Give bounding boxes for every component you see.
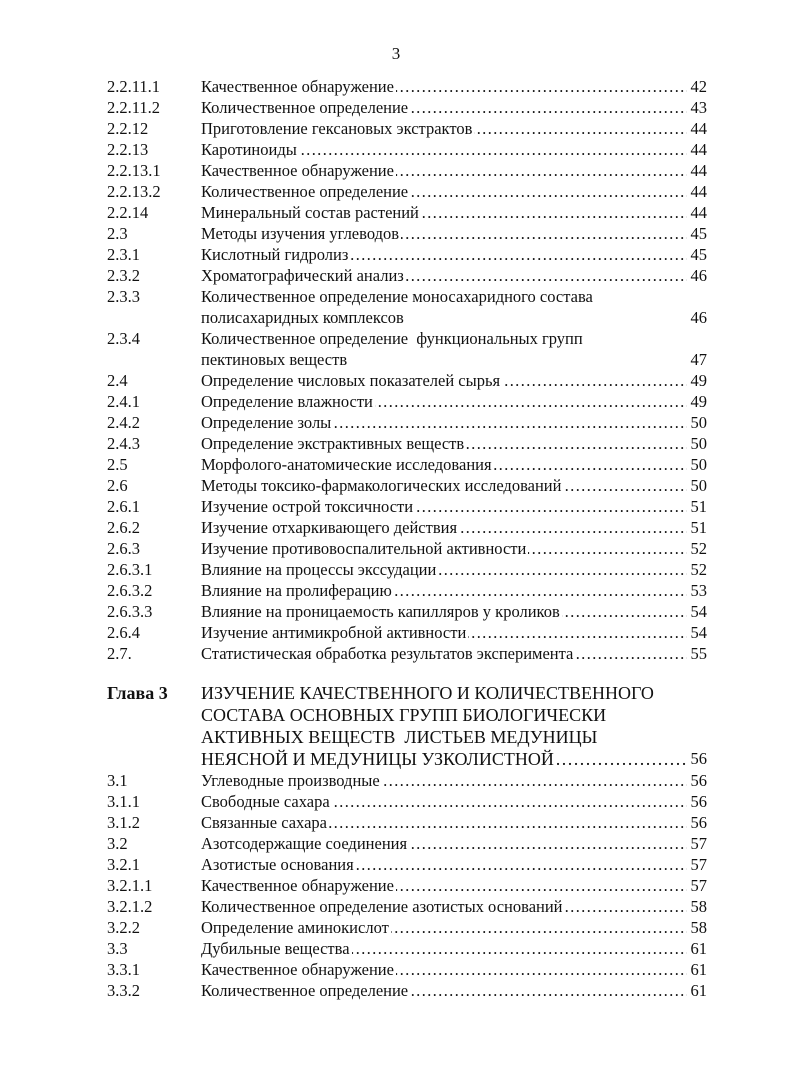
toc-entry-title: Углеводные производные <box>201 771 380 790</box>
toc-entry-page: 57 <box>690 855 707 874</box>
toc-entry-number: 2.6.1 <box>107 497 140 516</box>
toc-entry-title: Влияние на процессы экссудации <box>201 560 437 579</box>
toc-entry <box>107 370 707 391</box>
toc-entry <box>107 833 707 854</box>
toc-entry-title: Азотистые основания <box>201 855 354 874</box>
toc-entry-number: 2.2.14 <box>107 203 149 222</box>
toc-entry-title: Изучение противовоспалительной активности <box>201 539 527 558</box>
toc-entry-page: 44 <box>690 119 707 138</box>
toc-entry <box>107 223 707 244</box>
toc-entry-number: 2.6 <box>107 476 128 495</box>
toc-entry-page: 44 <box>690 182 707 201</box>
toc-entry <box>107 517 707 538</box>
toc-entry-title: Изучение отхаркивающего действия <box>201 518 458 537</box>
toc-entry-page: 46 <box>690 308 707 327</box>
toc-entry-page: 42 <box>690 77 707 96</box>
toc-entry-number: 2.3.2 <box>107 266 140 285</box>
toc-entry-page: 56 <box>690 792 707 811</box>
toc-entry <box>107 917 707 938</box>
toc-entry-page: 50 <box>690 434 707 453</box>
toc-entry-number: 2.4.1 <box>107 392 140 411</box>
toc-entry-page: 47 <box>690 350 707 369</box>
toc-entry-title: Количественное определение азотистых оснований <box>201 897 563 916</box>
toc-entry-title: Определение золы <box>201 413 332 432</box>
toc-entry-title: Кислотный гидролиз <box>201 245 349 264</box>
toc-entry-page: 45 <box>690 245 707 264</box>
toc-entry <box>107 244 707 265</box>
toc-entry-number: 2.6.3.1 <box>107 560 153 579</box>
toc-entry-page: 61 <box>690 939 707 958</box>
toc-entry-page: 45 <box>690 224 707 243</box>
toc-entry-page: 49 <box>690 371 707 390</box>
toc-entry-title: Количественное определение <box>201 981 409 1000</box>
toc-entry-title: Качественное обнаружение <box>201 960 394 979</box>
toc-entry-page: 51 <box>690 518 707 537</box>
toc-entry-page: 43 <box>690 98 707 117</box>
toc-entry <box>107 265 707 286</box>
toc-group <box>107 370 707 664</box>
toc-entry-page: 56 <box>690 749 707 768</box>
toc-entry-title: Азотсодержащие соединения <box>201 834 408 853</box>
toc-entry-number: 2.2.11.1 <box>107 77 161 96</box>
toc-entry-page: 56 <box>690 813 707 832</box>
toc-entry-title: Связанные сахара <box>201 813 327 832</box>
toc-entry <box>107 202 707 223</box>
toc-entry-number: 3.2.1.1 <box>107 876 153 895</box>
toc-entry-title: Влияние на проницаемость капилляров у кроликов <box>201 602 560 621</box>
toc-entry-number: 2.6.3 <box>107 539 140 558</box>
toc-entry-title: Изучение антимикробной активности <box>201 623 467 642</box>
toc-entry <box>107 391 707 412</box>
toc-entry-title: Методы токсико-фармакологических исследований <box>201 476 562 495</box>
toc-entry-page: 49 <box>690 392 707 411</box>
toc-entry <box>107 97 707 118</box>
toc-entry-number: 2.2.13 <box>107 140 149 159</box>
toc-entry-page: 50 <box>690 476 707 495</box>
toc-entry-page: 57 <box>690 876 707 895</box>
toc-entry-page: 61 <box>690 960 707 979</box>
chapter-heading <box>107 682 707 770</box>
toc-entry-title: Количественное определение <box>201 98 409 117</box>
toc-entry-page: 52 <box>690 560 707 579</box>
toc-entry-title: Свободные сахара <box>201 792 330 811</box>
toc-entry <box>107 896 707 917</box>
toc-entry-number: 3.2 <box>107 834 128 853</box>
toc-entry <box>107 328 707 370</box>
toc-entry-title: Приготовление гексановых экстрактов <box>201 119 473 138</box>
toc-entry <box>107 433 707 454</box>
toc-entry <box>107 412 707 433</box>
toc-entry <box>107 181 707 202</box>
toc-entry-number: 3.3 <box>107 939 128 958</box>
chapter-title-line: ИЗУЧЕНИЕ КАЧЕСТВЕННОГО И КОЛИЧЕСТВЕННОГО <box>201 683 654 703</box>
toc-entry <box>107 875 707 896</box>
toc-entry <box>107 938 707 959</box>
toc-entry-page: 46 <box>690 266 707 285</box>
toc-entry-page: 44 <box>690 203 707 222</box>
toc-entry-number: 2.6.4 <box>107 623 140 642</box>
toc-entry-number: 2.7. <box>107 644 132 663</box>
toc-entry-title: Качественное обнаружение <box>201 77 394 96</box>
toc-entry-page: 54 <box>690 602 707 621</box>
toc-entry <box>107 139 707 160</box>
toc-entry-page: 58 <box>690 918 707 937</box>
toc-entry-page: 53 <box>690 581 707 600</box>
toc-entry-page: 58 <box>690 897 707 916</box>
toc-entry <box>107 980 707 1001</box>
toc-entry <box>107 76 707 97</box>
toc-entry-number: 3.1.2 <box>107 813 140 832</box>
toc-entry-title: Влияние на пролиферацию <box>201 581 392 600</box>
toc-entry-title: Определение аминокислот <box>201 918 389 937</box>
toc-entry <box>107 475 707 496</box>
toc-entry-number: 3.2.1.2 <box>107 897 153 916</box>
toc-entry-page: 52 <box>690 539 707 558</box>
toc-entry-title: пектиновых веществ <box>201 350 348 369</box>
toc-entry-title: Хроматографический анализ <box>201 266 404 285</box>
toc-entry-title: Методы изучения углеводов <box>201 224 400 243</box>
toc-entry-title: Количественное определение моносахаридного состава <box>201 287 593 306</box>
toc-entry-title: Определение влажности <box>201 392 373 411</box>
toc-entry <box>107 286 707 328</box>
toc-entry-number: 3.2.2 <box>107 918 140 937</box>
toc-entry <box>107 643 707 664</box>
toc-entry-number: 2.6.3.2 <box>107 581 153 600</box>
toc-group <box>107 770 707 1001</box>
toc-entry-title: Определение экстрактивных веществ <box>201 434 465 453</box>
chapter-title-line: АКТИВНЫХ ВЕЩЕСТВ ЛИСТЬЕВ МЕДУНИЦЫ <box>201 727 598 747</box>
toc-group <box>107 76 707 286</box>
toc-entry-number: 2.3 <box>107 224 128 243</box>
toc-entry <box>107 538 707 559</box>
toc-entry-number: 3.3.1 <box>107 960 140 979</box>
toc-entry-page: 56 <box>690 771 707 790</box>
toc-entry-title: Изучение острой токсичности <box>201 497 414 516</box>
toc-entry-number: 2.5 <box>107 455 128 474</box>
toc-entry <box>107 601 707 622</box>
toc-entry-number: 2.2.13.2 <box>107 182 161 201</box>
toc-entry <box>107 622 707 643</box>
toc-entry-title: Минеральный состав растений <box>201 203 419 222</box>
toc-entry-page: 50 <box>690 413 707 432</box>
toc-entry-number: 2.4 <box>107 371 128 390</box>
toc-entry <box>107 812 707 833</box>
toc-entry-number: 3.2.1 <box>107 855 140 874</box>
toc-entry-page: 55 <box>690 644 707 663</box>
toc-entry-title: Каротиноиды <box>201 140 297 159</box>
toc-entry-number: 2.4.3 <box>107 434 140 453</box>
toc-entry-page: 61 <box>690 981 707 1000</box>
toc-entry <box>107 496 707 517</box>
toc-entry <box>107 854 707 875</box>
toc-entry <box>107 791 707 812</box>
toc-entry-number: 2.3.3 <box>107 287 140 306</box>
toc-entry <box>107 454 707 475</box>
toc-entry-title: Качественное обнаружение <box>201 161 394 180</box>
toc-entry-page: 54 <box>690 623 707 642</box>
toc-entry-title: полисахаридных комплексов <box>201 308 404 327</box>
chapter-title-line: НЕЯСНОЙ И МЕДУНИЦЫ УЗКОЛИСТНОЙ <box>201 749 554 769</box>
toc-entry-number: 2.2.13.1 <box>107 161 161 180</box>
toc-entry <box>107 959 707 980</box>
toc-entry <box>107 580 707 601</box>
toc-entry-title: Качественное обнаружение <box>201 876 394 895</box>
toc-entry-number: 2.2.12 <box>107 119 149 138</box>
toc-entry <box>107 118 707 139</box>
table-of-contents <box>107 76 707 1001</box>
toc-entry-title: Количественное определение <box>201 182 409 201</box>
toc-entry-title: Количественное определение функциональных групп <box>201 329 583 348</box>
toc-entry-title: Дубильные вещества <box>201 939 350 958</box>
chapter-title-line: СОСТАВА ОСНОВНЫХ ГРУПП БИОЛОГИЧЕСКИ <box>201 705 607 725</box>
toc-entry-title: Статистическая обработка результатов эксперимента <box>201 644 574 663</box>
toc-entry-page: 50 <box>690 455 707 474</box>
toc-entry-number: 2.4.2 <box>107 413 140 432</box>
toc-entry-number: 2.3.1 <box>107 245 140 264</box>
toc-entry-number: 2.2.11.2 <box>107 98 161 117</box>
toc-entry-number: 2.6.3.3 <box>107 602 153 621</box>
chapter-number: Глава 3 <box>107 683 168 703</box>
toc-entry-number: 3.1 <box>107 771 128 790</box>
toc-entry-page: 44 <box>690 140 707 159</box>
toc-entry-number: 2.3.4 <box>107 329 140 348</box>
toc-entry-title: Морфолого-анатомические исследования <box>201 455 492 474</box>
page-number: 3 <box>391 44 401 63</box>
toc-entry-page: 51 <box>690 497 707 516</box>
toc-entry <box>107 770 707 791</box>
toc-entry-number: 3.1.1 <box>107 792 140 811</box>
toc-entry <box>107 160 707 181</box>
toc-entry-page: 57 <box>690 834 707 853</box>
toc-entry-number: 2.6.2 <box>107 518 140 537</box>
toc-entry-title: Определение числовых показателей сырья <box>201 371 501 390</box>
toc-entry <box>107 559 707 580</box>
toc-entry-page: 44 <box>690 161 707 180</box>
toc-entry-number: 3.3.2 <box>107 981 140 1000</box>
